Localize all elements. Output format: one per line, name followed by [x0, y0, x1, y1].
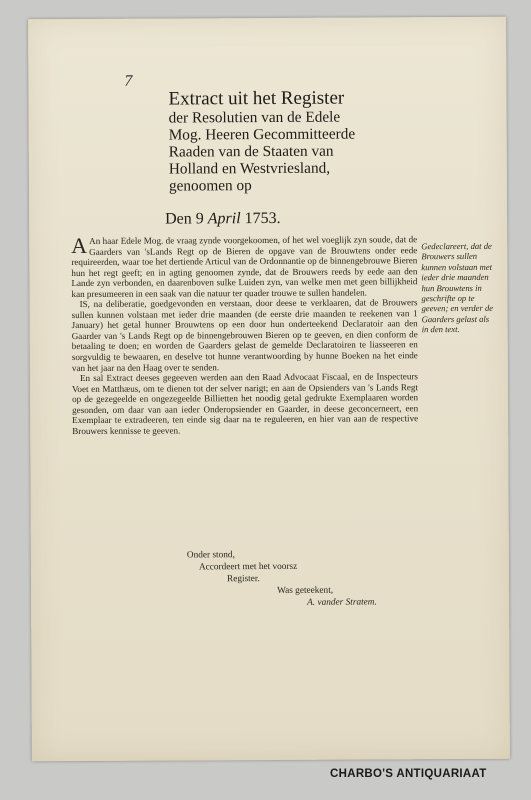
dealer-watermark: CHARBO'S ANTIQUARIAAT [330, 768, 487, 780]
closing-accordeert: Accordeert met het voorsz [198, 561, 298, 573]
title-line: Raaden van de Staaten van [168, 142, 334, 161]
closing-register: Register. [226, 574, 260, 585]
closing-onder-stond: Onder stond, [186, 550, 235, 561]
body-paragraph: En sal Extract deeses gegeeven werden aan den Raad Advocaat Fiscaal, en de Inspecteurs Voet en Matthæus, om te dienen tot der selver narigt; en aan de Opsienders van 's Lands Regt op de gezegeelde en ongezegeelde Billietten het noodig getal gedrukte Exemplaaren worden gesonden, om daar van aan ieder Onderopsiender en Gaarder, in deese geconcerneert, een Exemplaar te extradeeren, ten einde sig daar na te reguleeren, en hier van aan de respective Brouwers kennisse te geeven. [71, 371, 419, 436]
title-line: genoomen op [168, 177, 252, 195]
date-year: 1753. [244, 209, 281, 228]
document-sheet [28, 17, 510, 761]
date-month: April [207, 210, 241, 228]
date-prefix: Den 9 [165, 210, 204, 228]
body-paragraph: AAn haar Edele Mog. de vraag zynde voorgekoomen, of het wel voeglijk zyn soude, dat de Gaarders van 'sLands Regt op de Bieren de opgave van de Brouwtens onder eede requireerden, waar toe het dertiende Articul van de Ordonnantie op de binnengebrouwe Bieren hun het regt geeft; en in agting genoomen zynde, dat de Brouwers reeds by eede aan den Lande zyn verbonden, en daarenboven sulke Luiden zyn, van welke men met geen billijkheid kan presumeeren in een saak van die natuur ter quader trouwe te sullen handelen. [71, 232, 418, 299]
closing-was-geteekent: Was geteekent, [277, 585, 334, 596]
title-line: Holland en Westvriesland, [168, 159, 331, 178]
margin-note: Gedeclareert, dat de Brouwers sullen kunnen volstaan met ieder drie maanden hun Brouwtens in geschrifte op te geeven; en verder de Gaarders gelast als in den text. [421, 240, 494, 335]
title-line: Extract uit het Register [168, 87, 345, 110]
signature: A. vander Stratem. [307, 597, 377, 608]
document-title [168, 87, 499, 195]
resolution-date [165, 210, 281, 229]
body-paragraph: IS, na deliberatie, goedgevonden en verstaan, door deese te verklaaren, dat de Brouwers sullen kunnen volstaan met ieder drie maanden (de eerste drie maanden te reekenen van 1 January) het getal hunner Brouwtens op een door hun onderteekend Declaratoir aan den Gaarder van 's Lands Regt op de binnengebrouwen Bieren op te geeven, en dien conform de betaaling te doen; en worden de Gaarders gelast de gemelde Declaratoiren te liasseeren en sorgvuldig te bewaaren, en deselve tot hunne verantwoording by hunne Boeken na het einde van het jaar na den Haag over te senden. [71, 297, 418, 373]
title-line: der Resolutien van de Edele [168, 108, 341, 127]
handwritten-mark: 7 [124, 72, 133, 90]
resolution-body [71, 234, 418, 436]
title-line: Mog. Heeren Gecommitteerde [168, 125, 356, 144]
